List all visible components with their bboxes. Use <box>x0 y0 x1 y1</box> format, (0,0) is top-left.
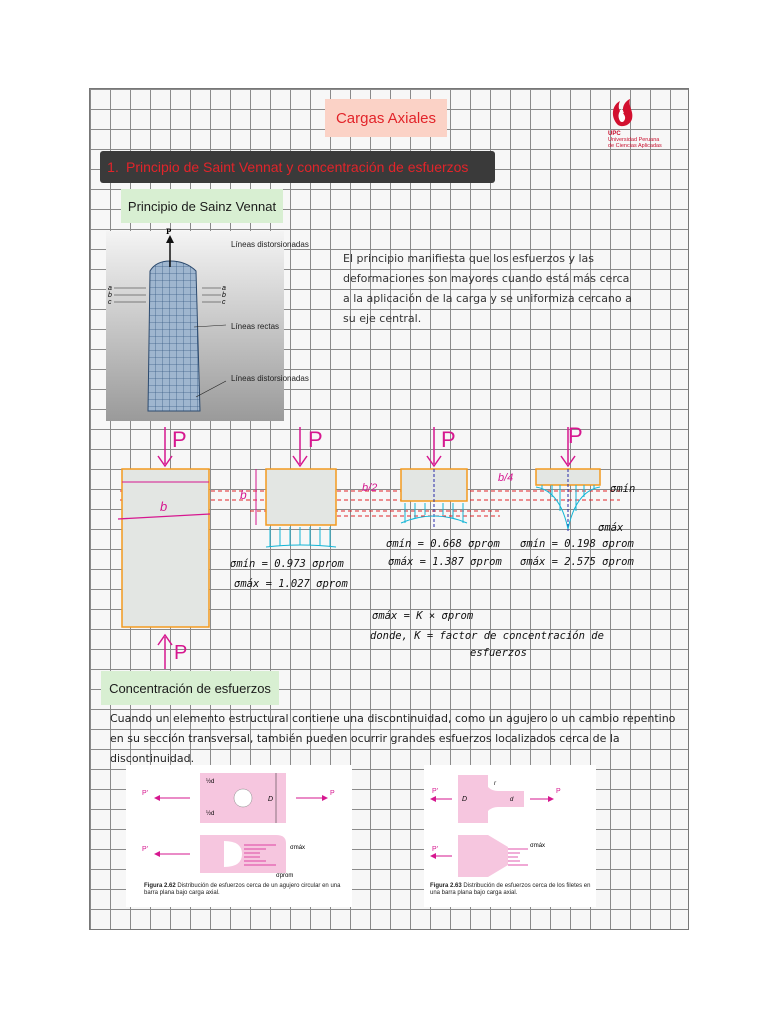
figa-caption: Distribución de esfuerzos cerca de un agujero circular en una barra plana bajo carga axial. <box>144 883 341 896</box>
figa-p: P <box>330 790 335 797</box>
formula: σmáx = K × σprom <box>372 610 474 622</box>
saint-venant-figure <box>106 227 309 421</box>
load-top-1: P <box>172 427 187 452</box>
fig-letter-a-right: a <box>222 285 226 292</box>
case3-min: σmín = 0.198 σprom <box>520 538 634 550</box>
concentration-line1: Cuando un elemento estructural contiene una discontinuidad, como un agujero o un cambio repentino <box>110 712 676 725</box>
dim-b-2: b <box>240 488 247 502</box>
section-number: 1. <box>107 159 119 175</box>
case3-max: σmáx = 2.575 σprom <box>520 556 634 568</box>
fig-letter-c: c <box>108 299 112 306</box>
figb-r: r <box>494 781 496 787</box>
fig-label-mid: Líneas rectas <box>231 322 280 331</box>
section-title: Principio de Saint Vennat y concentración de esfuerzos <box>126 159 469 175</box>
stress-sketch <box>90 419 690 679</box>
case2-min: σmín = 0.668 σprom <box>386 538 500 550</box>
section-bar <box>100 151 495 183</box>
heading-saint-venant: Principio de Sainz Vennat <box>121 189 283 223</box>
dim-b-quarter: b/4 <box>498 472 514 484</box>
figa-D: D <box>268 796 274 803</box>
concentration-line2: en su sección transversal, también pueden ocurrir grandes esfuerzos localizados cerca de la discontinuidad. <box>110 732 620 765</box>
definition-line2: esfuerzos <box>470 647 527 659</box>
load-top-2: P <box>308 427 323 452</box>
bar-section-b <box>266 469 336 525</box>
load-top-3: P <box>441 427 456 452</box>
figa-smax: σmáx <box>290 845 306 851</box>
load-top-4: P <box>568 423 583 448</box>
saint-venant-paragraph: El principio manifiesta que los esfuerzos y las deformaciones son mayores cuando está más cerca a la aplicación de la carga y se uniformiza cercano a su eje central. <box>343 252 632 325</box>
logo-acronym: UPC <box>608 131 621 137</box>
figa-sprom: σprom <box>276 873 294 879</box>
logo-name-1: Universidad Peruana <box>608 137 660 143</box>
figb-p: P <box>556 788 561 795</box>
stress-arrows-1 <box>266 527 336 547</box>
fig-label-top: Líneas distorsionadas <box>231 240 309 249</box>
figb-caption: Distribución de esfuerzos cerca de los filetes en una barra plana bajo carga axial. <box>430 883 591 896</box>
figure-fillet <box>424 765 596 907</box>
load-bottom-1: P <box>174 642 188 664</box>
figb-caption-bold: Figura 2.63 <box>430 883 462 889</box>
case1-max: σmáx = 1.027 σprom <box>234 578 348 590</box>
fig-letter-a: a <box>108 285 112 292</box>
concentration-paragraph <box>110 709 690 769</box>
dim-b: b <box>160 499 168 514</box>
fig-letter-b-right: b <box>222 292 226 299</box>
fig-load-label: P <box>166 227 172 236</box>
bar-full <box>122 469 209 627</box>
figa-caption-bold: Figura 2.62 <box>144 883 176 889</box>
dim-b-half: b/2 <box>362 482 378 494</box>
figb-D: D <box>462 796 468 803</box>
fig-label-bottom: Líneas distorsionadas <box>231 374 309 383</box>
upc-flame-icon <box>608 95 678 131</box>
figa-half-d: ½d <box>206 779 215 785</box>
figa-p-prime-2: P' <box>142 846 149 853</box>
case2-max: σmáx = 1.387 σprom <box>388 556 502 568</box>
figb-d: d <box>510 797 514 803</box>
fig-letter-b: b <box>108 292 112 299</box>
figb-p-prime-2: P' <box>432 846 439 853</box>
figb-p-prime: P' <box>432 788 439 795</box>
figure-hole <box>126 765 352 907</box>
heading-concentration: Concentración de esfuerzos <box>101 671 279 705</box>
definition-line1: donde, K = factor de concentración de <box>370 630 604 642</box>
right-label-min: σmín <box>610 483 636 495</box>
figa-p-prime: P' <box>142 790 149 797</box>
fig-letter-c-right: c <box>222 299 226 306</box>
figb-smax: σmáx <box>530 843 546 849</box>
logo-name-2: de Ciencias Aplicadas <box>608 143 662 149</box>
page-title: Cargas Axiales <box>325 99 447 137</box>
figa-half-d-2: ½d <box>206 811 215 817</box>
grid-sheet <box>89 88 689 930</box>
university-logo <box>608 95 678 155</box>
case1-min: σmín = 0.973 σprom <box>230 558 344 570</box>
right-label-max: σmáx <box>598 522 624 534</box>
